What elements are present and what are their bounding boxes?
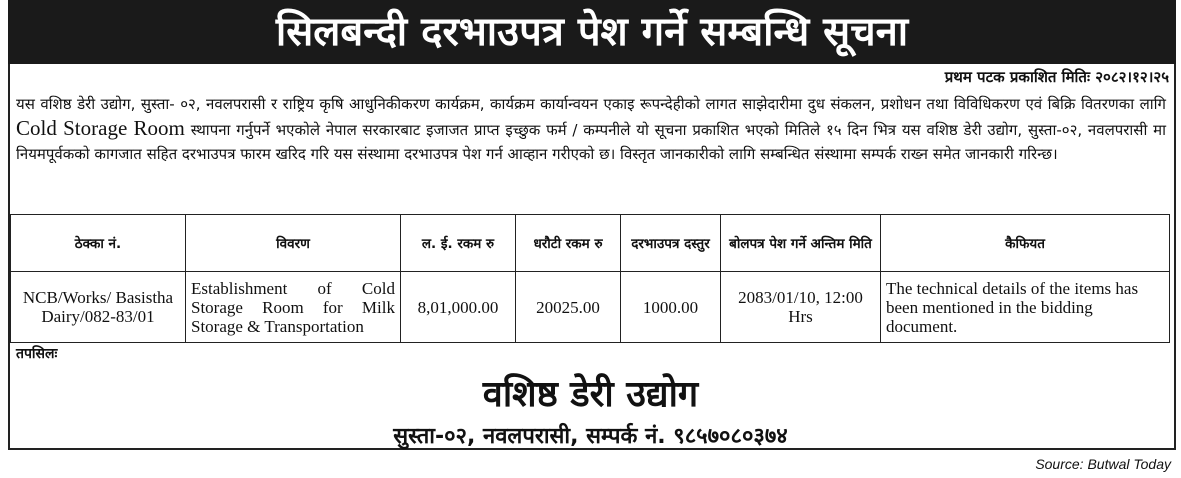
header-fee: दरभाउपत्र दस्तुर (621, 215, 721, 272)
cell-deadline: 2083/01/10, 12:00 Hrs (721, 272, 881, 343)
table-row (11, 272, 1170, 343)
tapasil-label: तपसिलः (16, 346, 58, 362)
cell-estimate: 8,01,000.00 (401, 272, 516, 343)
header-deadline: बोलपत्र पेश गर्ने अन्तिम मिति (721, 215, 881, 272)
cell-remarks: The technical details of the items has been mentioned in the bidding document. (881, 272, 1170, 343)
header-description: विवरण (186, 215, 401, 272)
body-text-1: यस वशिष्ठ डेरी उद्योग, सुस्ता- ०२, नवलपरासी र राष्ट्रिय कृषि आधुनिकीकरण कार्यक्रम, कार्यक्रम कार्यान्वयन एकाइ रूपन्देहीको लागत साझेदारीमा दुध संकलन, प्रशोधन तथा विविधिकरण एवं बिक्रि वितरणका लागि (16, 95, 1166, 113)
organization-name: वशिष्ठ डेरी उद्योग (482, 374, 699, 415)
cell-deposit: 20025.00 (516, 272, 621, 343)
header-deposit: धरौटी रकम रु (516, 215, 621, 272)
header-estimate: ल. ई. रकम रु (401, 215, 516, 272)
table-header-row (11, 215, 1170, 272)
header-contract-no: ठेक्का नं. (11, 215, 186, 272)
organization-address: सुस्ता-०२, नवलपरासी, सम्पर्क नं. ९८५७०८०३७४ (393, 424, 788, 449)
tender-table (10, 214, 1170, 343)
cell-fee: 1000.00 (621, 272, 721, 343)
cell-contract-no: NCB/Works/ Basistha Dairy/082-83/01 (11, 272, 186, 343)
body-text-2: स्थापना गर्नुपर्ने भएकोले नेपाल सरकारबाट इजाजत प्राप्त इच्छुक फर्म / कम्पनीले यो सूचना प्रकाशित भएको मितिले १५ दिन भित्र यस वशिष्ठ डेरी उद्योग, सुस्ता-०२, नवलपरासी मा नियमपूर्वकको कागजात सहित दरभाउपत्र फारम खरिद गरि यस संस्थामा दरभाउपत्र पेश गर्न आव्हान गरीएको छ। विस्तृत जानकारीको लागि सम्बन्धित संस्थामा सम्पर्क राख्न समेत जानकारी गरिन्छ। (16, 121, 1166, 163)
notice-title: सिलबन्दी दरभाउपत्र पेश गर्ने सम्बन्धि सूचना (8, 0, 1176, 64)
notice-body (16, 92, 1166, 166)
body-english-term: Cold Storage Room (16, 116, 185, 140)
publish-date: प्रथम पटक प्रकाशित मितिः २०८२।१२।२५ (944, 68, 1169, 86)
cell-description: Establishment of Cold Storage Room for Milk Storage & Transportation (186, 272, 401, 343)
source-credit: Source: Butwal Today (1035, 456, 1171, 472)
header-remarks: कैफियत (881, 215, 1170, 272)
